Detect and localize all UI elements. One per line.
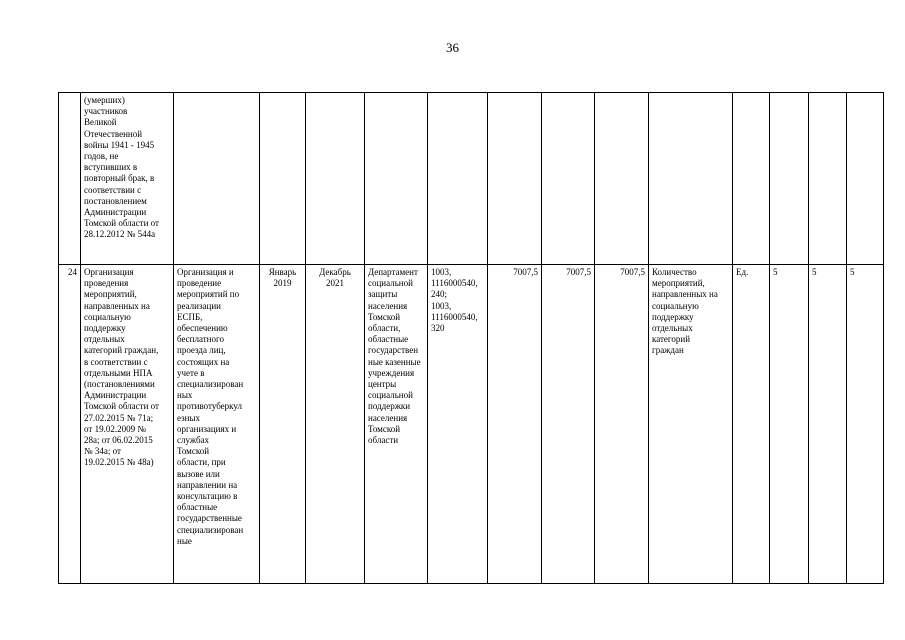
cell-end <box>306 93 365 265</box>
cell-codes <box>428 93 488 265</box>
cell-value-2 <box>809 93 847 265</box>
cell-value-1 <box>770 93 809 265</box>
cell-amount-3 <box>595 93 649 265</box>
cell-name: Организация проведения мероприятий, направленных на социальную поддержку отдельных категорий граждан, в соответствии с отдельными НПА (постановлениями Администрации Томской области от 27.02.2015 № 71а; от 19.02.2009 № 28а; от 06.02.2015 № 34а; от 19.02.2015 № 48а) <box>81 265 174 584</box>
cell-amount-1: 7007,5 <box>488 265 542 584</box>
cell-value-2: 5 <box>809 265 847 584</box>
cell-unit: Ед. <box>733 265 770 584</box>
cell-number: 24 <box>59 265 81 584</box>
cell-indicator <box>649 93 733 265</box>
cell-amount-1 <box>488 93 542 265</box>
cell-executor: Департамент социальной защиты населения Томской области, областные государствен ные казенные учреждения центры социальной поддержки населения Томской области <box>365 265 428 584</box>
cell-amount-2 <box>542 93 595 265</box>
cell-description: Организация и проведение мероприятий по реализации ЕСПБ, обеспечению бесплатного проезда лиц, состоящих на учете в специализирован ных противотуберкул езных организациях и службах Томской области, при вызове или направлении на консультацию в областные государственные специализирован ные <box>174 265 260 584</box>
page-number: 36 <box>446 40 459 55</box>
cell-end: Декабрь 2021 <box>306 265 365 584</box>
cell-executor <box>365 93 428 265</box>
cell-start: Январь 2019 <box>260 265 306 584</box>
cell-name: (умерших) участников Великой Отечественной войны 1941 - 1945 годов, не вступивших в повторный брак, в соответствии с постановлением Администрации Томской области от 28.12.2012 № 544а <box>81 93 174 265</box>
cell-indicator: Количество мероприятий, направленных на социальную поддержку отдельных категорий граждан <box>649 265 733 584</box>
cell-amount-2: 7007,5 <box>542 265 595 584</box>
table-row <box>59 265 884 584</box>
table-row <box>59 93 884 265</box>
cell-value-3: 5 <box>847 265 884 584</box>
cell-value-1: 5 <box>770 265 809 584</box>
program-table <box>58 92 884 584</box>
cell-amount-3: 7007,5 <box>595 265 649 584</box>
cell-start <box>260 93 306 265</box>
cell-unit <box>733 93 770 265</box>
cell-number <box>59 93 81 265</box>
cell-description <box>174 93 260 265</box>
cell-codes: 1003, 1116000540, 240; 1003, 1116000540, 320 <box>428 265 488 584</box>
cell-value-3 <box>847 93 884 265</box>
